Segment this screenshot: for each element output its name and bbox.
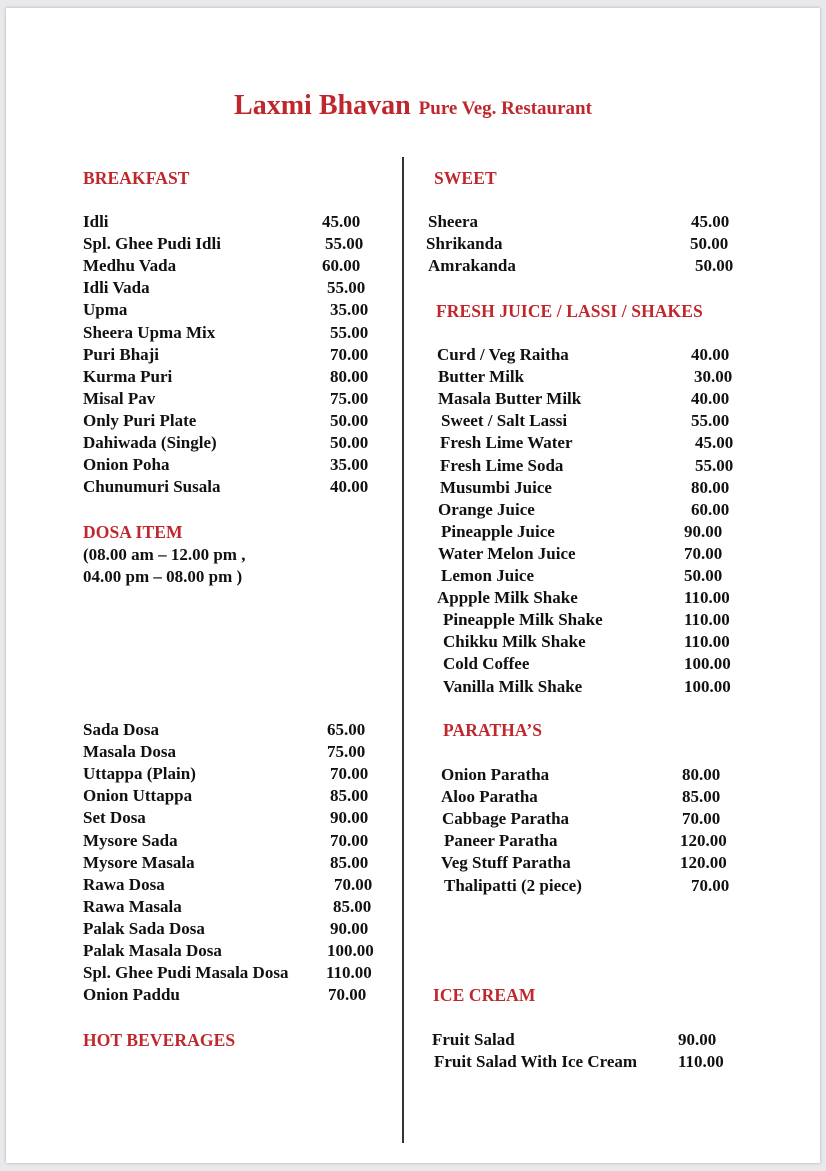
item-name: Rawa Dosa (83, 875, 165, 894)
item-price: 55.00 (330, 323, 369, 342)
item-name: Fruit Salad (432, 1030, 515, 1049)
juice-menu-item (441, 566, 821, 588)
hot-beverages-heading: HOT BEVERAGES (83, 1030, 236, 1050)
item-price: 40.00 (691, 389, 730, 408)
item-price: 110.00 (684, 610, 730, 629)
juice-menu-item (440, 433, 820, 455)
dosa-heading: DOSA ITEM (83, 522, 183, 542)
item-price: 100.00 (327, 941, 374, 960)
item-name: Aloo Paratha (441, 787, 538, 806)
item-name: Orange Juice (438, 500, 535, 519)
item-name: Palak Masala Dosa (83, 941, 222, 960)
item-name: Curd / Veg Raitha (437, 345, 569, 364)
item-name: Fresh Lime Water (440, 433, 573, 452)
breakfast-menu-item (83, 212, 463, 234)
sweet-heading: SWEET (434, 168, 497, 188)
item-name: Amrakanda (428, 256, 516, 275)
ice_cream-menu-item (434, 1052, 814, 1074)
item-price: 100.00 (684, 677, 731, 696)
item-price: 55.00 (325, 234, 364, 253)
breakfast-menu-item (83, 234, 463, 256)
item-price: 80.00 (330, 367, 369, 386)
ice_cream-menu-item (432, 1030, 812, 1052)
breakfast-menu-item (83, 278, 463, 300)
dosa-menu-item (83, 831, 463, 853)
breakfast-menu-item (83, 300, 463, 322)
dosa-timing-line1: (08.00 am – 12.00 pm , (83, 545, 246, 564)
item-price: 55.00 (695, 456, 734, 475)
item-price: 30.00 (694, 367, 733, 386)
dosa-menu-item (83, 764, 463, 786)
dosa-menu-item (83, 941, 463, 963)
item-name: Thalipatti (2 piece) (444, 876, 582, 895)
paratha-menu-item (444, 831, 824, 853)
item-name: Masala Butter Milk (438, 389, 582, 408)
item-name: Upma (83, 300, 128, 319)
item-price: 70.00 (334, 875, 373, 894)
juice-menu-item (441, 522, 821, 544)
ice-cream-heading: ICE CREAM (433, 985, 536, 1005)
item-name: Palak Sada Dosa (83, 919, 205, 938)
item-name: Onion Poha (83, 455, 170, 474)
breakfast-menu-item (83, 389, 463, 411)
item-name: Water Melon Juice (438, 544, 576, 563)
juice-menu-item (438, 389, 818, 411)
dosa-menu-item (83, 786, 463, 808)
item-price: 70.00 (682, 809, 721, 828)
juice-menu-item (443, 610, 823, 632)
item-price: 45.00 (695, 433, 734, 452)
item-price: 70.00 (684, 544, 723, 563)
item-price: 85.00 (333, 897, 372, 916)
item-name: Rawa Masala (83, 897, 182, 916)
breakfast-heading: BREAKFAST (83, 168, 190, 188)
item-price: 70.00 (328, 985, 367, 1004)
item-price: 55.00 (327, 278, 366, 297)
item-price: 90.00 (330, 919, 369, 938)
item-price: 85.00 (330, 853, 369, 872)
dosa-timing-line2: 04.00 pm – 08.00 pm ) (83, 567, 243, 586)
item-name: Cabbage Paratha (442, 809, 570, 828)
sweet-menu-item (426, 234, 806, 256)
breakfast-menu-item (83, 411, 463, 433)
dosa-menu-item (83, 808, 463, 830)
juice-heading: FRESH JUICE / LASSI / SHAKES (436, 301, 703, 321)
item-price: 50.00 (684, 566, 723, 585)
breakfast-menu-item (83, 323, 463, 345)
item-price: 35.00 (330, 455, 369, 474)
item-price: 85.00 (682, 787, 721, 806)
item-price: 70.00 (330, 345, 369, 364)
dosa-menu-item (83, 875, 463, 897)
item-price: 60.00 (322, 256, 361, 275)
item-price: 40.00 (330, 477, 369, 496)
restaurant-title (0, 90, 826, 122)
item-name: Onion Paddu (83, 985, 180, 1004)
item-name: Cold Coffee (443, 654, 530, 673)
dosa-menu-item (83, 720, 463, 742)
item-price: 90.00 (684, 522, 723, 541)
item-price: 70.00 (691, 876, 730, 895)
item-price: 110.00 (684, 632, 730, 651)
juice-menu-item (441, 411, 821, 433)
item-price: 35.00 (330, 300, 369, 319)
item-price: 65.00 (327, 720, 366, 739)
item-name: Sheera (428, 212, 479, 231)
paratha-menu-item (441, 853, 821, 875)
juice-menu-item (437, 345, 817, 367)
item-name: Uttappa (Plain) (83, 764, 196, 783)
item-price: 55.00 (691, 411, 730, 430)
breakfast-menu-item (83, 367, 463, 389)
item-price: 80.00 (682, 765, 721, 784)
item-name: Medhu Vada (83, 256, 177, 275)
item-name: Mysore Masala (83, 853, 195, 872)
juice-menu-item (437, 588, 817, 610)
juice-menu-item (438, 367, 818, 389)
item-name: Shrikanda (426, 234, 503, 253)
breakfast-menu-item (83, 345, 463, 367)
item-price: 70.00 (330, 764, 369, 783)
item-name: Misal Pav (83, 389, 156, 408)
item-name: Dahiwada (Single) (83, 433, 217, 452)
item-name: Masala Dosa (83, 742, 177, 761)
paratha-menu-item (442, 809, 822, 831)
item-name: Sheera Upma Mix (83, 323, 216, 342)
item-price: 75.00 (330, 389, 369, 408)
item-price: 85.00 (330, 786, 369, 805)
item-name: Pineapple Milk Shake (443, 610, 603, 629)
item-price: 45.00 (322, 212, 361, 231)
dosa-menu-item (83, 897, 463, 919)
item-price: 45.00 (691, 212, 730, 231)
item-name: Set Dosa (83, 808, 146, 827)
sweet-menu-item (428, 212, 808, 234)
item-name: Musumbi Juice (440, 478, 552, 497)
dosa-menu-item (83, 985, 463, 1007)
item-name: Chunumuri Susala (83, 477, 221, 496)
item-price: 100.00 (684, 654, 731, 673)
item-price: 120.00 (680, 853, 727, 872)
item-name: Fruit Salad With Ice Cream (434, 1052, 638, 1071)
item-name: Butter Milk (438, 367, 525, 386)
item-name: Fresh Lime Soda (440, 456, 564, 475)
item-price: 40.00 (691, 345, 730, 364)
item-name: Pineapple Juice (441, 522, 555, 541)
item-name: Vanilla Milk Shake (443, 677, 583, 696)
item-name: Sweet / Salt Lassi (441, 411, 568, 430)
item-name: Paneer Paratha (444, 831, 558, 850)
juice-menu-item (443, 654, 823, 676)
item-name: Appple Milk Shake (437, 588, 578, 607)
breakfast-menu-item (83, 455, 463, 477)
item-name: Idli Vada (83, 278, 150, 297)
item-name: Chikku Milk Shake (443, 632, 586, 651)
item-price: 50.00 (330, 411, 369, 430)
item-name: Onion Uttappa (83, 786, 193, 805)
juice-menu-item (438, 500, 818, 522)
item-price: 50.00 (690, 234, 729, 253)
dosa-menu-item (83, 963, 463, 985)
item-name: Spl. Ghee Pudi Masala Dosa (83, 963, 289, 982)
dosa-menu-item (83, 919, 463, 941)
item-price: 110.00 (326, 963, 372, 982)
item-price: 110.00 (684, 588, 730, 607)
item-price: 75.00 (327, 742, 366, 761)
breakfast-menu-item (83, 433, 463, 455)
item-name: Idli (83, 212, 109, 231)
item-name: Only Puri Plate (83, 411, 197, 430)
item-name: Mysore Sada (83, 831, 178, 850)
item-price: 80.00 (691, 478, 730, 497)
item-name: Veg Stuff Paratha (441, 853, 571, 872)
item-name: Puri Bhaji (83, 345, 160, 364)
sweet-menu-item (428, 256, 808, 278)
item-name: Onion Paratha (441, 765, 550, 784)
juice-menu-item (440, 456, 820, 478)
item-name: Spl. Ghee Pudi Idli (83, 234, 221, 253)
paratha-menu-item (441, 787, 821, 809)
item-price: 50.00 (695, 256, 734, 275)
item-price: 70.00 (330, 831, 369, 850)
paratha-heading: PARATHA’S (443, 720, 543, 740)
juice-menu-item (440, 478, 820, 500)
paratha-menu-item (441, 765, 821, 787)
paratha-menu-item (444, 876, 824, 898)
restaurant-tagline: Pure Veg. Restaurant (418, 98, 592, 119)
dosa-menu-item (83, 853, 463, 875)
item-price: 120.00 (680, 831, 727, 850)
restaurant-name: Laxmi Bhavan (234, 90, 411, 121)
item-name: Kurma Puri (83, 367, 173, 386)
dosa-menu-item (83, 742, 463, 764)
juice-menu-item (443, 632, 823, 654)
item-price: 90.00 (330, 808, 369, 827)
breakfast-menu-item (83, 256, 463, 278)
breakfast-menu-item (83, 477, 463, 499)
item-name: Sada Dosa (83, 720, 160, 739)
item-price: 60.00 (691, 500, 730, 519)
juice-menu-item (443, 677, 823, 699)
item-price: 110.00 (678, 1052, 724, 1071)
item-name: Lemon Juice (441, 566, 535, 585)
juice-menu-item (438, 544, 818, 566)
item-price: 50.00 (330, 433, 369, 452)
item-price: 90.00 (678, 1030, 717, 1049)
